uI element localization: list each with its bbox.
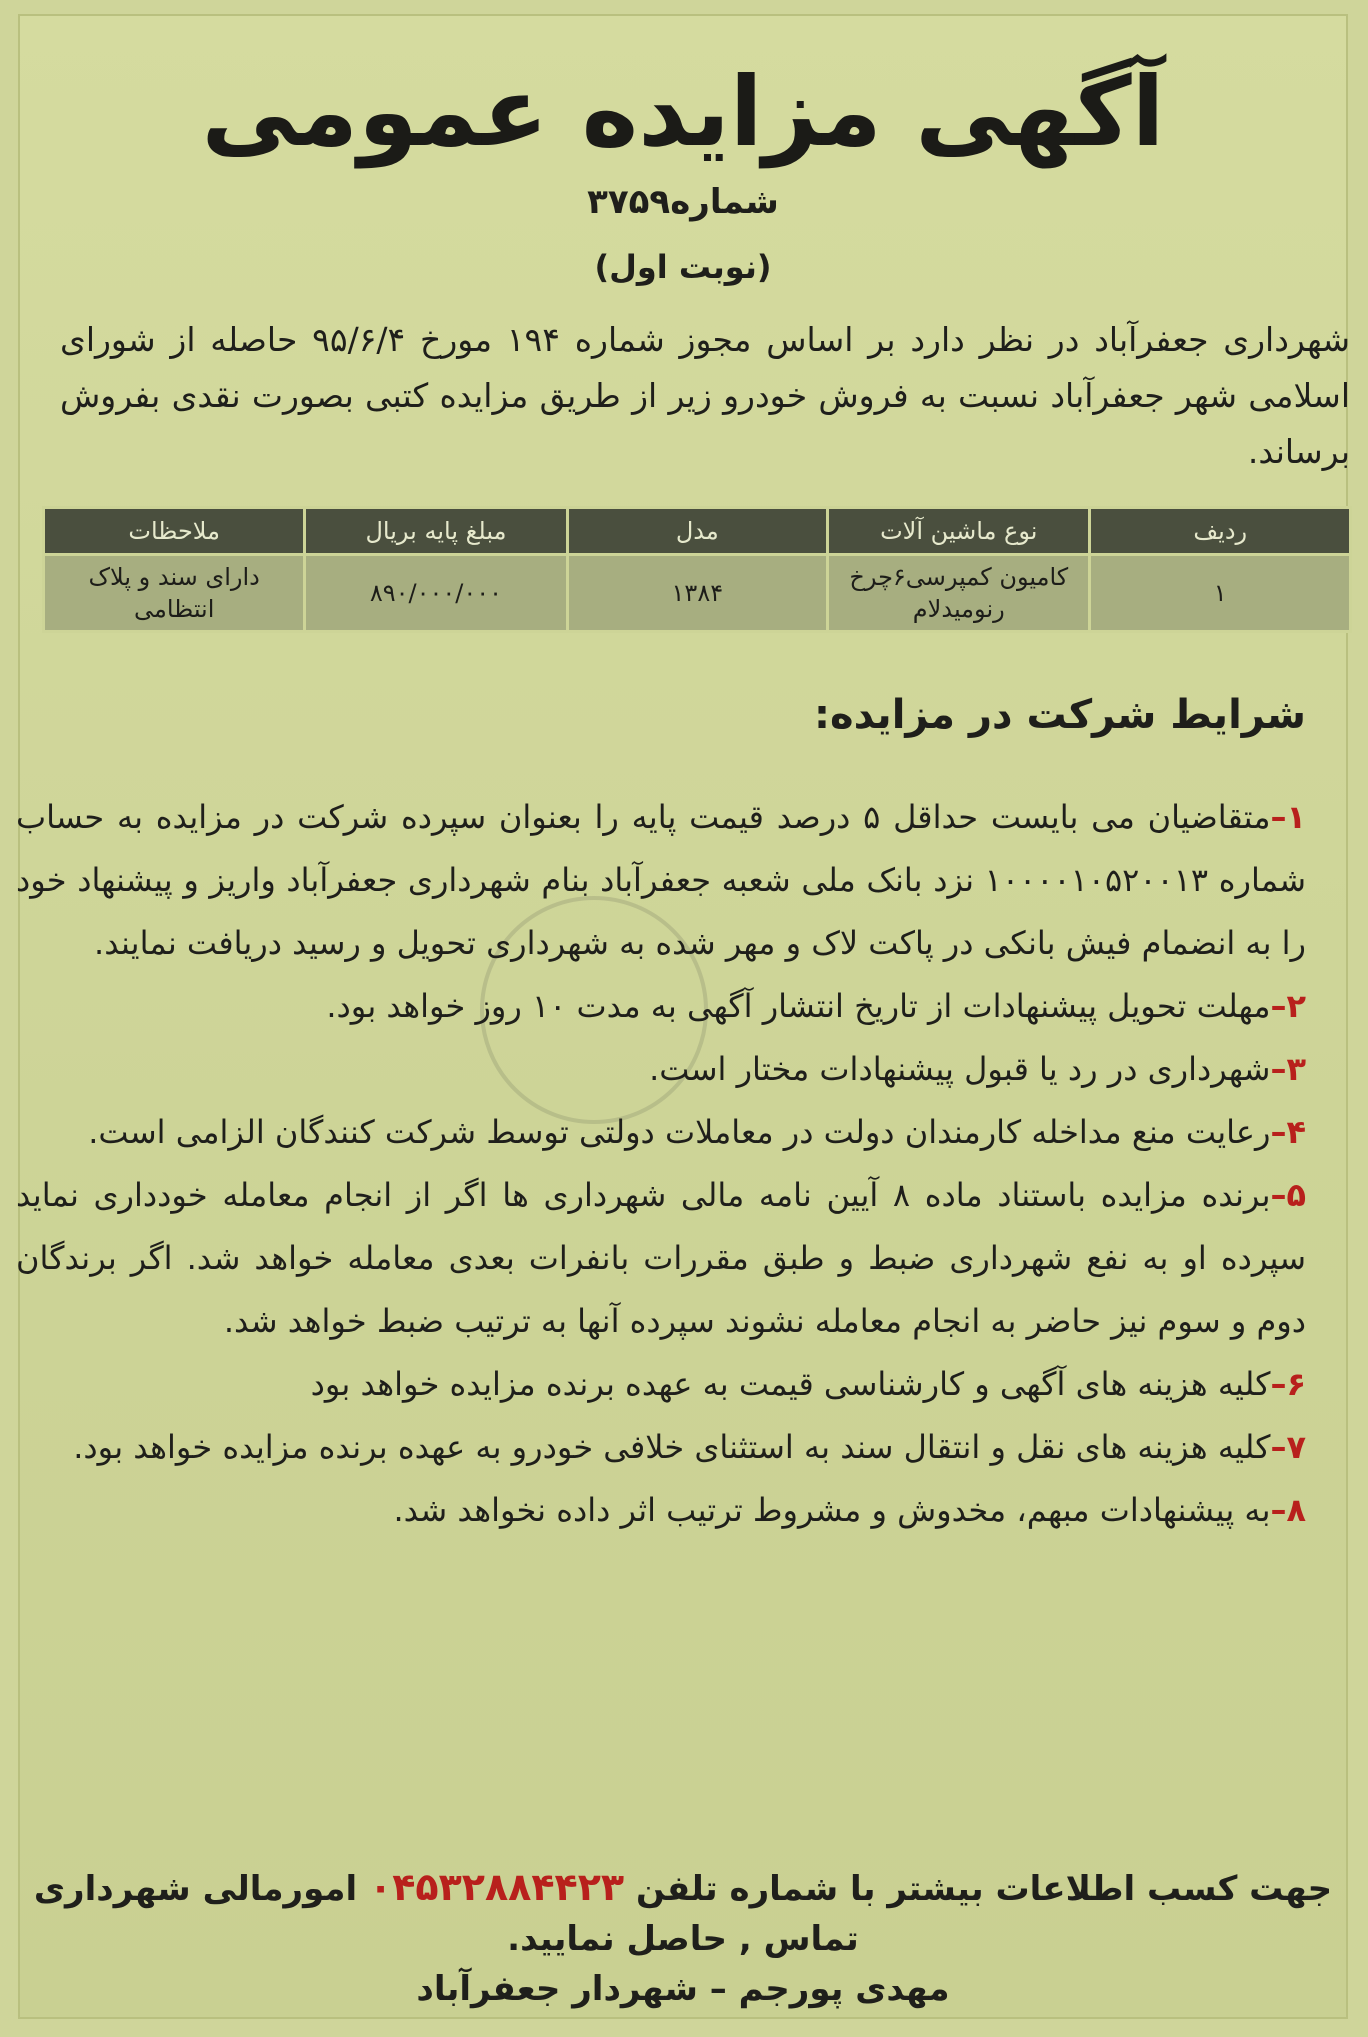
condition-text: کلیه هزینه های آگهی و کارشناسی قیمت به عهده برنده مزایده خواهد بود xyxy=(310,1365,1271,1403)
newspaper-notice xyxy=(18,14,1348,2019)
cell-model: ۱۳۸۴ xyxy=(567,555,827,632)
condition-number: ۱– xyxy=(1270,798,1307,836)
condition-item xyxy=(16,1164,1306,1353)
cell-machine-type: کامیون کمپرسی۶چرخ رنومیدلام xyxy=(828,555,1090,632)
condition-number: ۸– xyxy=(1270,1491,1306,1529)
condition-number: ۲– xyxy=(1270,987,1306,1025)
condition-text: متقاضیان می بایست حداقل ۵ درصد قیمت پایه را بعنوان سپرده شرکت در مزایده به حساب شماره ۱۰۰۰۰۱۰۵۲۰۰۱۳ نزد بانک ملی شعبه جعفرآباد بنام شهرداری جعفرآباد واریز و پیشنهاد خود را به انضمام فیش بانکی در پاکت لاک و مهر شده به شهرداری تحویل و رسید دریافت نمایند. xyxy=(16,798,1307,962)
header-base-price: مبلغ پایه بریال xyxy=(305,508,567,555)
notice-number: شماره۳۷۵۹ xyxy=(587,182,779,222)
condition-text: شهرداری در رد یا قبول پیشنهادات مختار است. xyxy=(649,1050,1271,1088)
conditions-list xyxy=(16,786,1306,1542)
notice-title: آگهی مزایده عمومی xyxy=(201,56,1165,168)
table-header-row xyxy=(44,508,1351,555)
condition-item xyxy=(16,1416,1306,1479)
table-row xyxy=(44,555,1351,632)
signature: مهدی پورجم – شهردار جعفرآباد xyxy=(416,1969,950,2009)
contact-line xyxy=(20,1862,1346,1914)
condition-text: رعایت منع مداخله کارمندان دولت در معاملات دولتی توسط شرکت کنندگان الزامی است. xyxy=(88,1113,1271,1151)
condition-text: مهلت تحویل پیشنهادات از تاریخ انتشار آگهی به مدت ۱۰ روز خواهد بود. xyxy=(326,987,1271,1025)
cell-row-number: ۱ xyxy=(1090,555,1351,632)
condition-number: ۶– xyxy=(1270,1365,1306,1403)
condition-item xyxy=(16,786,1306,975)
condition-number: ۵– xyxy=(1270,1176,1307,1214)
conditions-title: شرایط شرکت در مزایده: xyxy=(813,692,1306,738)
phone-number: ۰۴۵۳۲۸۸۴۴۲۳ xyxy=(369,1865,625,1909)
condition-text: به پیشنهادات مبهم، مخدوش و مشروط ترتیب اثر داده نخواهد شد. xyxy=(393,1491,1271,1529)
notice-intro: شهرداری جعفرآباد در نظر دارد بر اساس مجوز شماره ۱۹۴ مورخ ۹۵/۶/۴ حاصله از شورای اسلامی شهر جعفرآباد نسبت به فروش خودرو زیر از طریق مزایده کتبی بصورت نقدی بفروش برساند. xyxy=(60,320,1350,471)
notice-round: (نوبت اول) xyxy=(594,248,772,286)
contact-footer xyxy=(20,1862,1346,2014)
cell-base-price: ۸۹۰/۰۰۰/۰۰۰ xyxy=(305,555,567,632)
condition-text: کلیه هزینه های نقل و انتقال سند به استثنای خلافی خودرو به عهده برنده مزایده خواهد بود. xyxy=(73,1428,1271,1466)
condition-item xyxy=(16,975,1306,1038)
header-machine-type: نوع ماشین آلات xyxy=(828,508,1090,555)
header-row-number: ردیف xyxy=(1090,508,1351,555)
contact-text-after: امورمالی شهرداری xyxy=(33,1869,358,1909)
condition-number: ۴– xyxy=(1270,1113,1306,1151)
cell-remarks: دارای سند و پلاک انتظامی xyxy=(44,555,305,632)
condition-item xyxy=(16,1038,1306,1101)
condition-number: ۳– xyxy=(1270,1050,1306,1088)
condition-number: ۷– xyxy=(1270,1428,1306,1466)
condition-text: برنده مزایده باستناد ماده ۸ آیین نامه مالی شهرداری ها اگر از انجام معامله خودداری نماید سپرده او به نفع شهرداری ضبط و طبق مقررات بانفرات بعدی معامله خواهد شد. اگر برندگان دوم و سوم نیز حاضر به انجام معامله نشوند سپرده آنها به ترتیب ضبط خواهد شد. xyxy=(16,1176,1306,1340)
header-remarks: ملاحظات xyxy=(44,508,305,555)
contact-line-2: تماس , حاصل نمایید. xyxy=(507,1919,859,1959)
condition-item xyxy=(16,1479,1306,1542)
condition-item xyxy=(16,1353,1306,1416)
condition-item xyxy=(16,1101,1306,1164)
contact-text-before: جهت کسب اطلاعات بیشتر با شماره تلفن xyxy=(635,1869,1333,1909)
auction-items-table xyxy=(42,506,1352,633)
header-model: مدل xyxy=(567,508,827,555)
